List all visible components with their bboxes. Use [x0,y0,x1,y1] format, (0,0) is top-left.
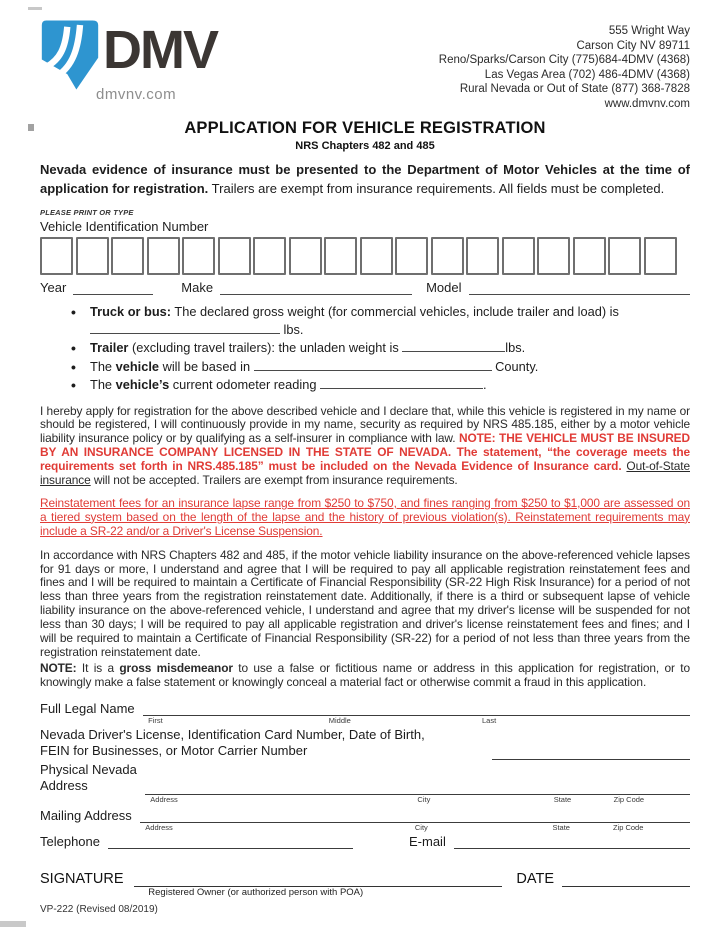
make-label: Make [181,280,214,295]
declaration-text: I hereby apply for registration for the above described vehicle and I declare that, while this vehicle is registered in my name or should be registered, I will continuously provide in my name, security as required by NRS 485.185, either by a motor vehicle liability insurance policy or by qualifying as a self-insurer in compliance with law. [40,403,690,446]
vin-box[interactable] [644,237,677,275]
physical-address-field[interactable] [145,781,690,804]
year-make-model-row [40,280,690,295]
truck-bold-label: Truck or bus: [90,304,172,319]
email-label: E-mail [409,833,446,849]
dmv-logo-site: dmvnv.com [96,86,177,103]
misdemeanor-bold-text: gross misdemeanor [119,660,233,675]
dmv-address-block [439,18,690,111]
state-sublabel: State [552,822,570,832]
form-title: APPLICATION FOR VEHICLE REGISTRATION [184,119,546,137]
bullet-truck-weight [40,304,690,338]
please-print-label: PLEASE PRINT OR TYPE [40,208,134,217]
id-number-row [40,727,690,760]
vehicles-bold-label: vehicle’s [115,377,170,392]
vin-box[interactable] [466,237,499,275]
dmv-website: www.dmvnv.com [604,97,690,110]
model-label: Model [426,280,462,295]
signature-field[interactable] [134,871,503,898]
scan-artifact [0,921,26,927]
truck-text: The declared gross weight (for commercial vehicles, include trailer and load) is [171,304,619,319]
intro-regular-text: Trailers are exempt from insurance requirements. All fields must be completed. [208,180,665,196]
mailing-address-field[interactable] [140,809,690,832]
unladen-weight-field[interactable] [402,340,505,352]
year-field[interactable] [73,283,153,295]
odometer-pre-text: The [90,377,116,392]
id-number-field[interactable] [492,746,690,760]
id-label-line1: Nevada Driver's License, Identification Card Number, Date of Birth, [40,726,425,742]
trailer-lbs-suffix: lbs. [505,340,526,355]
bullet-odometer [40,377,690,394]
full-name-row [40,700,690,725]
id-number-label [40,727,425,760]
address-line: 555 Wright Way [608,25,690,37]
vin-box[interactable] [324,237,357,275]
truck-lbs-suffix: lbs. [280,321,304,337]
vin-box[interactable] [40,237,73,275]
zip-sublabel: Zip Code [612,822,644,832]
vin-box[interactable] [431,237,464,275]
telephone-label: Telephone [40,833,100,849]
county-suffix: County. [491,358,539,374]
note-text-1: It is a [76,660,120,675]
vin-box[interactable] [182,237,215,275]
mailing-address-label: Mailing Address [40,807,132,823]
vehicle-detail-bullets [40,304,690,394]
dmv-road-icon [40,18,100,92]
physical-address-row [40,761,690,804]
id-label-line2: FEIN for Businesses, or Motor Carrier Number [40,743,308,759]
registered-owner-sublabel: Registered Owner (or authorized person with POA) [148,886,364,898]
gross-weight-field[interactable] [90,322,280,334]
last-sublabel: Last [482,715,497,725]
zip-sublabel: Zip Code [613,794,645,804]
mailing-address-row [40,807,690,832]
telephone-field[interactable] [108,835,353,849]
vin-box-row [40,237,690,275]
full-name-label: Full Legal Name [40,700,135,716]
vin-box[interactable] [147,237,180,275]
vin-box[interactable] [608,237,641,275]
vin-box[interactable] [76,237,109,275]
year-label: Year [40,280,67,295]
vin-box[interactable] [395,237,428,275]
insurance-intro-paragraph [40,161,690,198]
odometer-suffix: . [483,377,487,392]
physical-label-line1: Physical Nevada [40,761,137,777]
gross-misdemeanor-note [40,662,690,690]
vin-box[interactable] [218,237,251,275]
sr22-paragraph: In accordance with NRS Chapters 482 and 485, if the motor vehicle liability insurance on the above-referenced vehicle lapses for 91 days or more, I understand and agree that I will be required to pay all applicable registration reinstatement fees and fines and I will be required to maintain a Certificate of Financial Responsibility (SR-22 High Risk Insurance) for a period of not less than three years from the registration reinstatement date. Additionally, if there is a third or subsequent lapse of vehicle liability insurance on the above-referenced vehicle, I understand and agree that my driver's license will be suspended for not less than 30 days; I will be required to pay all applicable registration and driver's license reinstatement fees and fines; and I will be required to maintain a Certificate of Financial Responsibility (SR-22) for a period of not less than three years from the registration reinstatement date. [40,547,690,659]
vin-box[interactable] [111,237,144,275]
header [40,18,690,111]
vin-label: Vehicle Identification Number [40,219,209,234]
state-sublabel: State [553,794,572,804]
address-line: Reno/Sparks/Carson City (775)684-4DMV (4368) [438,54,690,66]
note-text-2: to use a false or fictitious name or address in this application for registration, or to knowingly make a false statement or knowingly conceal a material fact or otherwise commit a fraud in this application. [40,660,690,689]
telephone-email-row [40,834,690,849]
address-line: Carson City NV 89711 [576,39,690,52]
odometer-field[interactable] [320,377,483,389]
intro-bold-text: Nevada evidence of insurance must be presented to the Department of Motor Vehicles at the time of application for registration. [40,162,690,196]
out-of-state-underlined-text: Out-of-State insurance [40,459,690,488]
dmv-logo [40,18,217,103]
scan-artifact [28,124,34,131]
vin-box[interactable] [253,237,286,275]
date-label: DATE [516,870,554,887]
physical-label-line2: Address [40,778,88,794]
form-number: VP-222 (Revised 08/2019) [40,903,158,915]
vin-box[interactable] [537,237,570,275]
full-name-field[interactable] [143,702,690,725]
insurance-warning-text: NOTE: THE VEHICLE MUST BE INSURED BY AN INSURANCE COMPANY LICENSED IN THE STATE OF NEVADA. The statement, “the coverage meets the requirements set forth in NRS.485.185” must be included on the Nevada Evidence of Insurance card. [40,431,690,474]
city-sublabel: City [417,794,431,804]
date-field[interactable] [562,871,690,887]
city-sublabel: City [414,822,428,832]
scan-artifact [28,7,42,10]
address-sublabel: Address [150,794,178,804]
signature-row [40,870,690,898]
county-text: will be based in [159,358,254,374]
signature-label: SIGNATURE [40,870,124,887]
address-sublabel: Address [145,822,173,832]
declaration-tail-text: will not be accepted. Trailers are exempt from insurance requirements. [90,473,458,488]
first-sublabel: First [148,715,163,725]
county-pre-text: The [90,358,116,374]
insurance-declaration-paragraph [40,405,690,488]
address-line: Las Vegas Area (702) 486-4DMV (4368) [484,68,690,81]
middle-sublabel: Middle [328,715,351,725]
applicant-fields [40,701,690,849]
vin-box[interactable] [360,237,393,275]
physical-address-label [40,762,137,795]
model-field[interactable] [469,283,691,295]
county-field[interactable] [254,359,492,371]
form-subtitle: NRS Chapters 482 and 485 [295,140,435,152]
trailer-bold-label: Trailer [90,340,129,355]
note-bold-label: NOTE: [40,660,77,675]
vin-box[interactable] [289,237,322,275]
email-field[interactable] [454,835,690,849]
reinstatement-fees-paragraph: Reinstatement fees for an insurance lapse range from $250 to $750, and fines ranging from $250 to $1,000 are assessed on a tiered system based on the length of the lapse and the history of previous violation(s). Reinstatement requirements may include a SR-22 and/or a Driver's License Suspension. [40,495,690,538]
vin-box[interactable] [573,237,606,275]
odometer-text: current odometer reading [169,377,321,392]
vehicle-bold-label: vehicle [115,358,160,374]
dmv-logo-text: DMV [103,20,217,80]
trailer-text: (excluding travel trailers): the unladen weight is [128,340,403,355]
bullet-vehicle-county [40,359,690,376]
bullet-trailer-weight [40,340,690,357]
address-line: Rural Nevada or Out of State (877) 368-7828 [459,83,690,95]
vin-box[interactable] [502,237,535,275]
make-field[interactable] [220,283,412,295]
